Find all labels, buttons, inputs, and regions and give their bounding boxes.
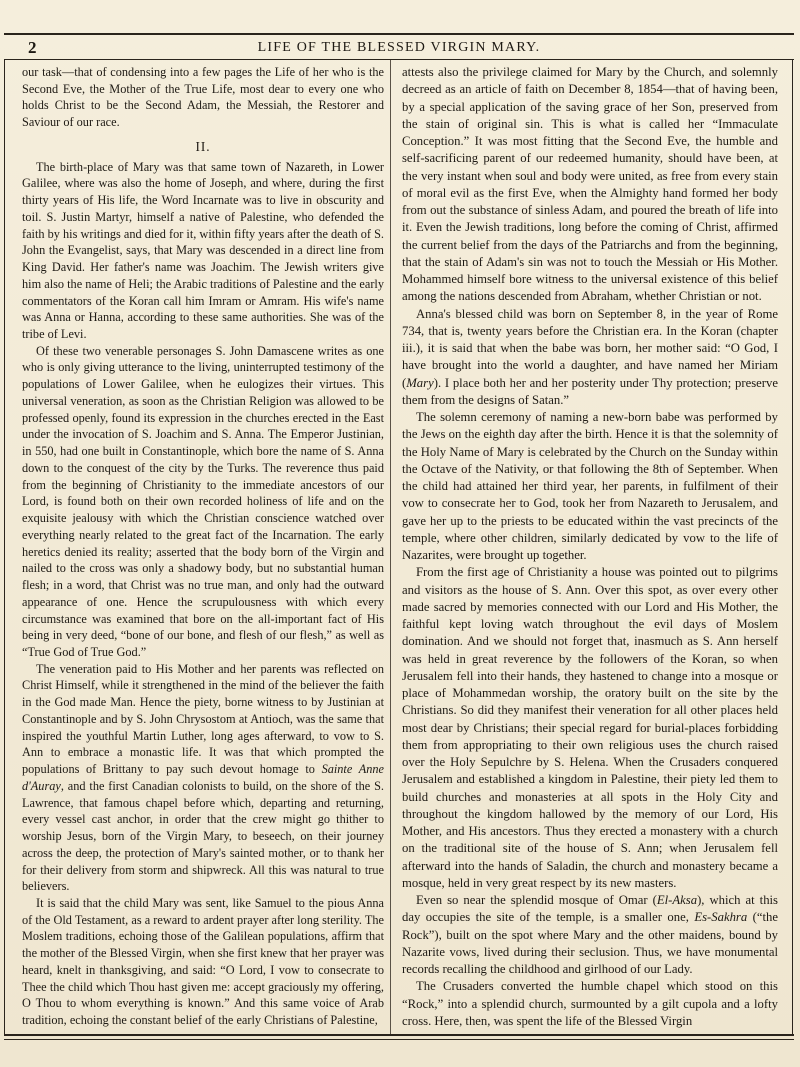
text-run: ). I place both her and her posterity under Thy protection; preserve them from the designs of Satan.”	[402, 375, 778, 407]
paragraph: our task—that of condensing into a few pages the Life of her who is the Second Eve, the Mother of the True Life, most dear to every one who holds Christ to be the Second Adam, the Messiah, the Restorer and Saviour of our race.	[22, 65, 384, 130]
text-run: ), which at this day occupies the site of the temple, is a smaller one,	[402, 893, 778, 925]
running-title: LIFE OF THE BLESSED VIRGIN MARY.	[257, 40, 541, 55]
right-border	[792, 60, 793, 1034]
paragraph: attests also the privilege claimed for Mary by the Church, and solemnly decreed as an article of faith on December 8, 1854—that of having been, by a special application of the saving grace of her Son, preserved from the stain of original sin. This is what is called her “Immaculate Conception.” It was most fitting that the Second Eve, the humble and self-sacrificing parent of our redeemed humanity, should have been, at the very instant when soul and body were united, as free from every stain of moral evil as the first Eve, when the Almighty hand formed her body from out the substance of sinless Adam, and poured the breath of life into it. Even the Jewish traditions, long before the coming of Christ, affirmed the current belief from the days of the Patriarchs and from the beginning, that the stain of Adam's sin was not to touch the Messiah or His Mother. Mohammed himself bore witness to the universal existence of this belief among the nations descended from Abraham, whether Christian or not.	[402, 65, 778, 304]
left-column	[22, 64, 384, 1029]
text-run: (“the Rock”), built on the spot where Mary and the other maidens, bound by Nazarite vows, lived during their seclusion. Thus, we have monumental records recalling the childhood and girlhood of our Lady.	[402, 910, 778, 976]
column-divider	[390, 60, 391, 1034]
left-border	[4, 60, 5, 1034]
paragraph: Of these two venerable personages S. John Damascene writes as one who is only giving utterance to the living, uninterrupted testimony of the populations of Lower Galilee, when he eulogizes their virtues. This universal veneration, as soon as the Christian Religion was allowed to be professed openly, found its expression in the churches erected in the East under the invocation of S. Joachim and S. Anna. The Emperor Justinian, in 550, had one built in Constantinople, which bore the name of S. Anna down to the conquest of the city by the Turks. The reverence thus paid from the beginning of Christianity to the immediate ancestors of our Lord, is found both on their own recorded holiness of life and on the exquisite jealousy with which the Christian conscience watched over everything nearly related to the great fact of the Incarnation. The early heretics denied its reality; asserted that the body born of the Virgin and nailed to the cross was only a shadowy body, but no substantial human flesh; in a word, that Christ was no true man, and only had the outward appearance of one. Hence the scrupulousness with which every circumstance was examined that bore on the all-important fact of His being in very deed, “bone of our bone, and flesh of our flesh,” as well as “True God of True God.”	[22, 343, 384, 659]
page-number: 2	[28, 38, 37, 57]
paragraph	[402, 306, 778, 410]
bottom-rule-thin	[4, 1039, 794, 1040]
italic-text: Sainte Anne d'Auray	[22, 762, 384, 793]
italic-text: Mary	[406, 375, 434, 390]
italic-text: El-Aksa	[656, 893, 698, 907]
paragraph: From the first age of Christianity a house was pointed out to pilgrims and visitors as the house of S. Ann. Over this spot, as over every other made sacred by memories connected with our Lord and His Mother, the faithful kept loving watch throughout the evil days of Moslem domination. And we should not forget that, inasmuch as S. Ann herself was held in great reverence by the followers of the Koran, so when Jerusalem fell into their hands, they hastened to change into a mosque or place of Mohammedan worship, the oratory built on the site by the Christians. So did they manifest their veneration for all other places held most dear by Christians; their special regard for burial-places forbidding them from appropriating to their own religious uses the church raised over the Holy Sepulchre by S. Helena. When the Crusaders conquered Jerusalem and established a kingdom in Palestine, their piety led them to build churches and monasteries at all spots in the Holy City and throughout the kingdom hallowed by the memory of our Lord, His Mother, and His ancestors. Thus they erected a monastery with a church on the traditional site of the house of S. Ann; when Jerusalem fell afterward into the hands of Saladin, the church and monastery became a mosque, held in very great respect by its new masters.	[402, 565, 778, 890]
right-column	[402, 64, 778, 1030]
page-header	[8, 38, 790, 58]
header-rule	[4, 59, 794, 60]
paragraph	[22, 661, 384, 895]
section-number: II.	[195, 138, 211, 154]
paragraph: The solemn ceremony of naming a new-born babe was performed by the Jews on the eighth day after the birth. Hence it is that the solemnity of the Holy Name of Mary is celebrated by the Church on the Sunday within the Octave of the Nativity, or that following the 8th of September. When the child had attained her third year, her parents, in fulfilment of their vow to consecrate her to God, took her from Nazareth to Jerusalem, and gave her up to the priests to be educated within the vast precincts of the temple, where other children, similarly dedicated by vow to the life of Nazarites, were brought up together.	[402, 410, 778, 562]
text-run: Anna's blessed child was born on September 8, in the year of Rome 734, that is, twenty years before the Christian era. In the Koran (chapter iii.), it is said that when the babe was born, her mother said: “O God, I have brought into the world a daughter, and have named her Miriam (	[402, 306, 778, 390]
text-run: The veneration paid to His Mother and her parents was reflected on Christ Himself, while it strengthened in the mind of the believer the faith in the God made Man. Hence the piety, borne witness to by Justinian at Constantinople and by S. John Chrysostom at Antioch, was the same that inspired the youthful Martin Luther, long ages afterward, to vow to S. Ann to embrace a monastic life. It was that which prompted the populations of Brittany to pay such devout homage to	[22, 661, 384, 777]
bottom-rule	[4, 1034, 794, 1036]
text-run: , and the first Canadian colonists to build, on the shore of the S. Lawrence, that famous chapel before which, departing and returning, every vessel cast anchor, in order that the crew might go thither to worship Jesus, born of the Virgin Mary, to beseech, on their journey across the deep, the protection of Mary's sainted mother, or to thank her for their delivery from storm and shipwreck. All this was natural to true believers.	[22, 778, 384, 894]
italic-text: Es-Sakhra	[694, 910, 748, 925]
paragraph	[402, 892, 778, 978]
paragraph: It is said that the child Mary was sent, like Samuel to the pious Anna of the Old Testament, as a reward to ardent prayer after long sterility. The Moslem traditions, echoing those of the Galilean populations, affirm that the mother of the Blessed Virgin, when she first knew that her prayer was heard, knelt in thanksgiving, and said: “O Lord, I vow to consecrate to Thee the child which Thou hast given me: accept graciously my offering, O Thou to whom everything is known.” And this same voice of Arab tradition, echoing the constant belief of the early Christians of Palestine,	[22, 895, 384, 1028]
text-run: Even so near the splendid mosque of Omar (	[416, 893, 657, 907]
paragraph: The Crusaders converted the humble chapel which stood on this “Rock,” into a splendid church, surmounted by a gilt cupola and a lofty cross. Here, then, was spent the life of the Blessed Virgin	[402, 979, 778, 1028]
top-rule	[4, 33, 794, 35]
paragraph: The birth-place of Mary was that same town of Nazareth, in Lower Galilee, where was also the home of Joseph, and where, during the first thirty years of His life, the Word Incarnate was to live in obscurity and toil. S. Justin Martyr, himself a native of Palestine, who defended the faith by his writings and died for it, within fifty years after the death of S. John the Evangelist, says, that Mary was descended in a direct line from King David. Her father's name was Joachim. The Jewish writers give him also the name of Heli; the Arabic traditions of Palestine and the early commentators of the Koran call him Imram or Amram. His wife's name was Anna or Hanna, according to these same authorities. She was of the tribe of Levi.	[22, 159, 384, 342]
